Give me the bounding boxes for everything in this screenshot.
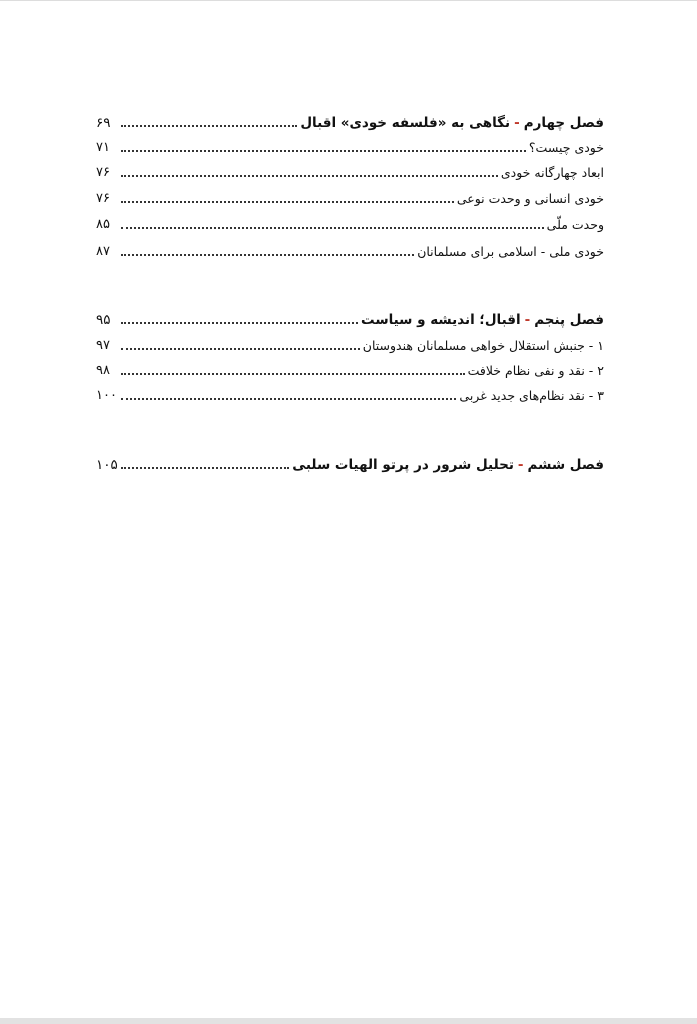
page-number: ۱۰۵ <box>96 457 118 473</box>
chapter-label: فصل چهارم <box>523 115 604 131</box>
toc-entry[interactable] <box>96 332 604 356</box>
page-number: ۶۹ <box>96 115 111 131</box>
page-number: ۹۵ <box>96 312 111 328</box>
chapter-heading <box>292 455 604 475</box>
toc-entry[interactable] <box>96 357 604 381</box>
chapter-dash: - <box>517 457 524 473</box>
toc-entry[interactable] <box>96 159 604 183</box>
dot-leader <box>121 322 358 324</box>
page-number: ۷۶ <box>96 191 110 206</box>
chapter-label: فصل پنجم <box>534 312 604 328</box>
dot-leader <box>121 373 465 375</box>
chapter-dash: - <box>524 312 531 328</box>
chapter-heading <box>300 113 604 133</box>
dot-leader <box>121 175 498 177</box>
dot-leader <box>121 150 526 152</box>
dot-leader <box>121 398 456 400</box>
toc-entry[interactable] <box>96 134 604 158</box>
page-number: ۹۸ <box>96 363 110 378</box>
dot-leader <box>121 467 289 469</box>
chapter-title: تحلیل شرور در پرتو الهیات سلبی <box>292 457 514 473</box>
dot-leader <box>121 227 544 229</box>
toc-chapter-6[interactable] <box>96 451 604 475</box>
toc-chapter-5[interactable] <box>96 306 604 330</box>
entry-title: ۲ - نقد و نفی نظام خلافت <box>467 363 604 378</box>
chapter-label: فصل ششم <box>527 457 604 473</box>
toc-entry[interactable] <box>96 382 604 406</box>
page-number: ۹۷ <box>96 338 110 353</box>
dot-leader <box>121 201 454 203</box>
entry-title: ابعاد چهارگانه خودی <box>500 165 604 180</box>
entry-title: ۳ - نقد نظام‌های جدید غربی <box>459 388 604 403</box>
entry-title: خودی انسانی و وحدت نوعی <box>456 191 604 206</box>
dot-leader <box>121 254 414 256</box>
entry-title: وحدت ملّی <box>546 217 604 232</box>
toc-chapter-4[interactable] <box>96 109 604 133</box>
chapter-title: اقبال؛ اندیشه و سیاست <box>361 312 521 328</box>
toc-entry[interactable] <box>96 185 604 209</box>
dot-leader <box>121 348 360 350</box>
page-number: ۷۶ <box>96 165 110 180</box>
dot-leader <box>121 125 297 127</box>
page-number: ۸۷ <box>96 244 110 259</box>
bottom-edge <box>0 1018 697 1024</box>
page-number: ۱۰۰ <box>96 388 117 403</box>
entry-title: خودی ملی - اسلامی برای مسلمانان <box>417 244 604 259</box>
toc-entry[interactable] <box>96 211 604 235</box>
toc-entry[interactable] <box>96 238 604 262</box>
chapter-title: نگاهی به «فلسفه خودی» اقبال <box>300 115 511 131</box>
entry-title: خودی چیست؟ <box>528 140 604 155</box>
chapter-heading <box>361 310 604 330</box>
chapter-dash: - <box>514 115 520 131</box>
page-number: ۸۵ <box>96 217 110 232</box>
entry-title: ۱ - جنبش استقلال خواهی مسلمانان هندوستان <box>362 338 604 353</box>
page-number: ۷۱ <box>96 140 110 155</box>
